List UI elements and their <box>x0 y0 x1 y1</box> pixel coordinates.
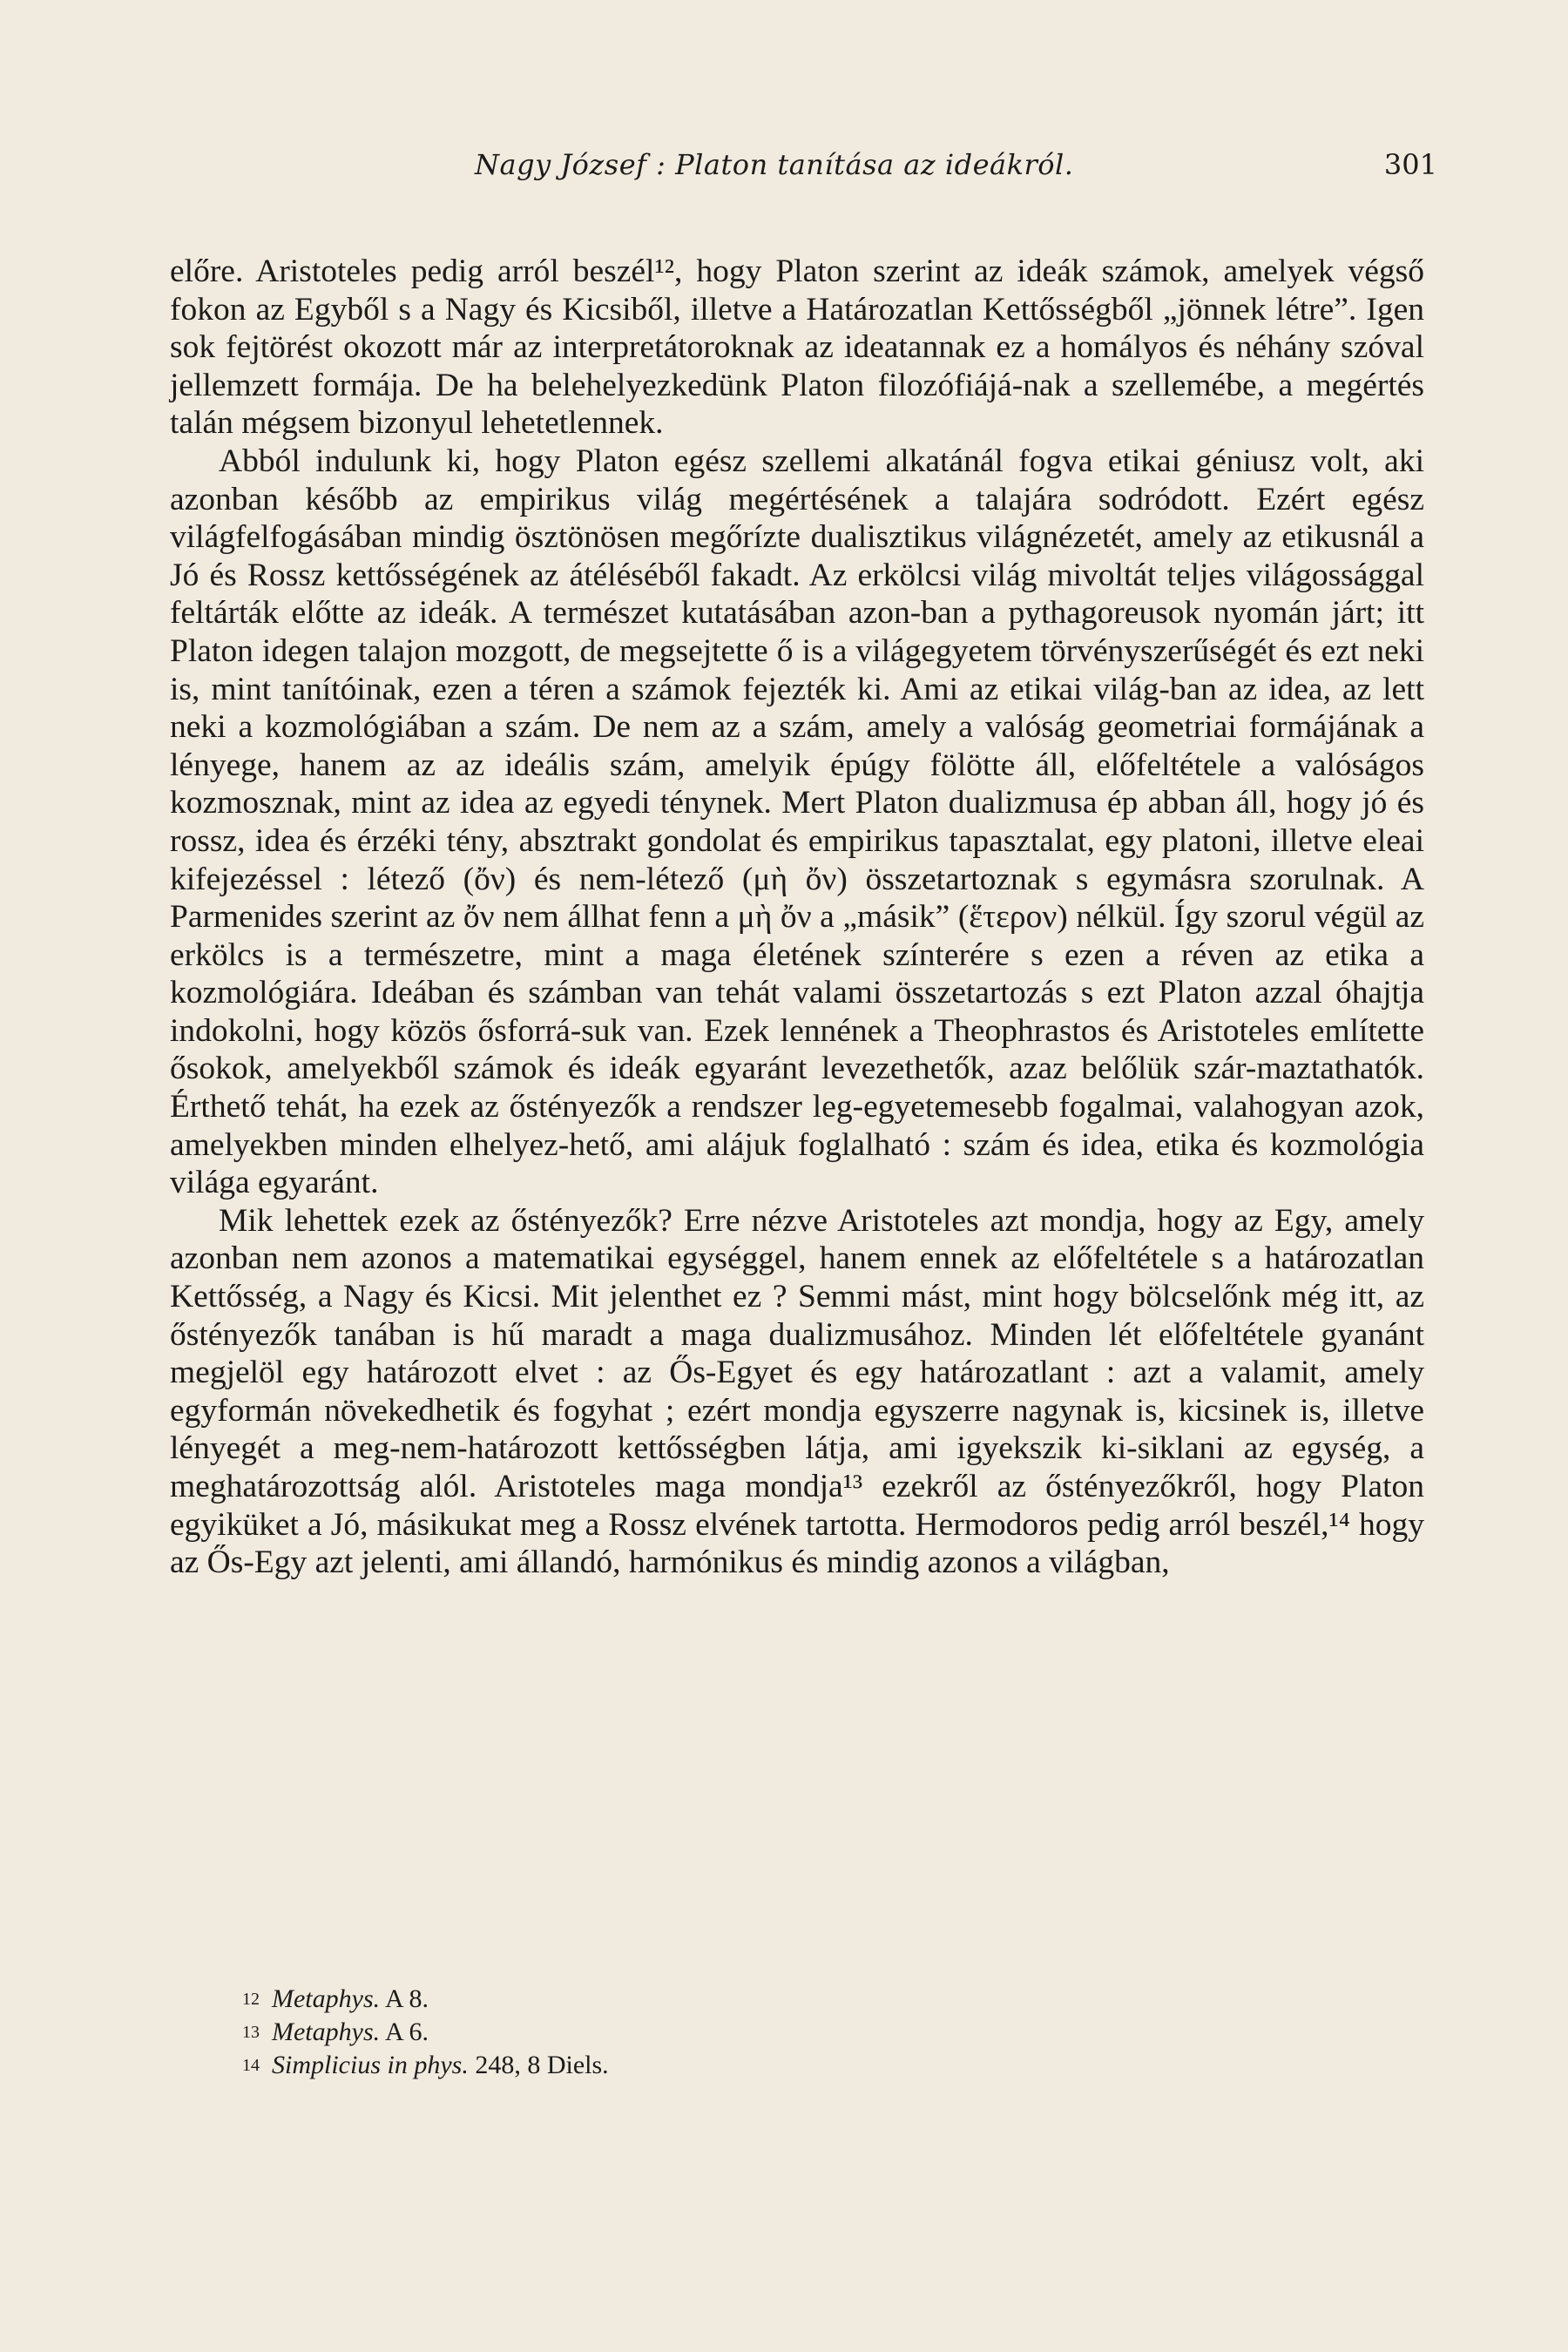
footnote-text <box>272 1983 429 2016</box>
running-title: Nagy József : Platon tanítása az ideákról. <box>475 148 1074 181</box>
running-head <box>170 148 1437 192</box>
paragraph-2: Abból indulunk ki, hogy Platon egész szellemi alkatánál fogva etikai géniusz volt, aki azonban később az empirikus világ megértésének a talajára sodródott. Ezért egész világfelfogásában mindig ösztönösen megőrízte dualisztikus világnézetét, amely az etikusnál a Jó és Rossz kettősségének az átéléséből fakadt. Az erkölcsi világ mivoltát teljes világossággal feltárták előtte az ideák. A természet kutatásában azon-ban a pythagoreusok nyomán járt; itt Platon idegen talajon mozgott, de megsejtette ő is a világegyetem törvényszerűségét és ezt neki is, mint tanítóinak, ezen a téren a számok fejezték ki. Ami az etikai világ-ban az idea, az lett neki a kozmológiában a szám. De nem az a szám, amely a valóság geometriai formájának a lényege, hanem az az ideális szám, amelyik épúgy fölötte áll, előfeltétele a valóságos kozmosznak, mint az idea az egyedi ténynek. Mert Platon dualizmusa ép abban áll, hogy jó és rossz, idea és érzéki tény, absztrakt gondolat és empirikus tapasztalat, egy platoni, illetve eleai kifejezéssel : létező (ὄν) és nem-létező (μὴ ὄν) összetartoznak s egymásra szorulnak. A Parmenides szerint az ὄν nem állhat fenn a μὴ ὄν a „másik” (ἕτερον) nélkül. Így szorul végül az erkölcs is a természetre, mint a maga életének színterére s ezen a réven az etika a kozmológiára. Ideában és számban van tehát valami összetartozás s ezt Platon azzal óhajtja indokolni, hogy közös ősforrá-suk van. Ezek lennének a Theophrastos és Aristoteles említette ősokok, amelyekből számok és ideák egyaránt levezethetők, azaz belőlük szár-maztathatók. Érthető tehát, ha ezek az őstényezők a rendszer leg-egyetemesebb fogalmai, valahogyan azok, amelyekben minden elhelyez-hető, ami alájuk foglalható : szám és idea, etika és kozmológia világa egyaránt. <box>170 443 1424 1201</box>
footnote-source: Simplicius in phys. <box>272 2051 469 2079</box>
footnote-number: 13 <box>242 2023 260 2042</box>
footnote-12 <box>242 1983 1113 2016</box>
body-text <box>170 253 1424 1582</box>
page-number: 301 <box>1383 148 1437 181</box>
footnote-location: A 6. <box>380 2017 429 2046</box>
footnote-number: 14 <box>242 2056 260 2075</box>
footnote-source: Metaphys. <box>272 1984 381 2013</box>
footnote-number: 12 <box>242 1990 260 2009</box>
footnote-location: A 8. <box>380 1984 429 2013</box>
footnotes <box>242 1983 1113 2082</box>
footnote-source: Metaphys. <box>272 2017 381 2046</box>
footnote-14 <box>242 2049 1113 2082</box>
footnote-text <box>272 2049 609 2082</box>
footnote-13 <box>242 2016 1113 2049</box>
footnote-text <box>272 2016 429 2049</box>
footnote-location: 248, 8 Diels. <box>468 2051 609 2079</box>
paragraph-3: Mik lehettek ezek az őstényezők? Erre nézve Aristoteles azt mondja, hogy az Egy, amely azonban nem azonos a matematikai egységgel, hanem ennek az előfeltétele s a határozatlan Kettősség, a Nagy és Kicsi. Mit jelenthet ez ? Semmi mást, mint hogy bölcselőnk még itt, az őstényezők tanában is hű maradt a maga dualizmusához. Minden lét előfeltétele gyanánt megjelöl egy határozott elvet : az Ős-Egyet és egy határozatlant : azt a valamit, amely egyformán növekedhetik és fogyhat ; ezért mondja egyszerre nagynak is, kicsinek is, illetve lényegét a meg-nem-határozott kettősségben látja, ami igyekszik ki-siklani az egység, a meghatározottság alól. Aristoteles maga mondja¹³ ezekről az őstényezőkről, hogy Platon egyiküket a Jó, másikukat meg a Rossz elvének tartotta. Hermodoros pedig arról beszél,¹⁴ hogy az Ős-Egy azt jelenti, ami állandó, harmónikus és mindig azonos a világban, <box>170 1202 1424 1581</box>
paragraph-1: előre. Aristoteles pedig arról beszél¹², hogy Platon szerint az ideák számok, amelyek végső fokon az Egyből s a Nagy és Kicsiből, illetve a Határozatlan Kettősségből „jönnek létre”. Igen sok fejtörést okozott már az interpretátoroknak az ideatannak ez a homályos és néhány szóval jellemzett formája. De ha belehelyezkedünk Platon filozófiájá-nak a szellemébe, a megértés talán mégsem bizonyul lehetetlennek. <box>170 253 1424 442</box>
